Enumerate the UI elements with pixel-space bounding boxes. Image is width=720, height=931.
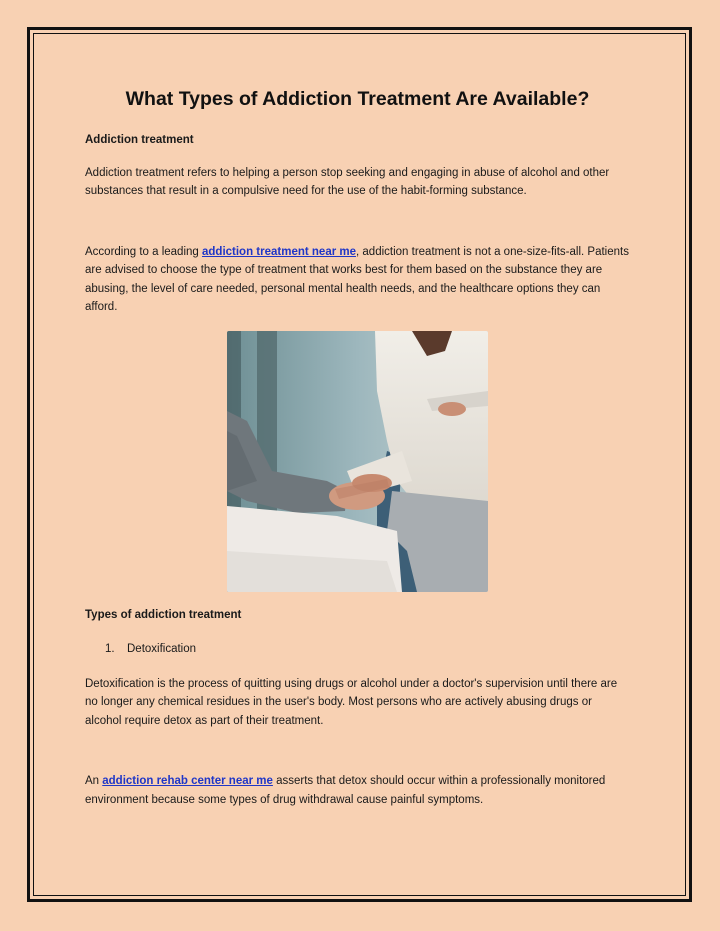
paragraph-definition: Addiction treatment refers to helping a person stop seeking and engaging in abuse of alcohol and other substances that result in a compulsive need for the use of the habit-forming substance. [85, 166, 610, 197]
section-heading-types: Types of addiction treatment [85, 608, 242, 621]
paragraph-detox-definition: Detoxification is the process of quitting using drugs or alcohol under a doctor's supervision until there are no longer any chemical residues in the user's body. Most persons who are actively abusing drugs or alcohol require detox as part of their treatment. [85, 677, 618, 727]
link-addiction-rehab-center-near-me[interactable]: addiction rehab center near me [102, 775, 273, 787]
paragraph-treatment-choice [85, 243, 630, 317]
page-title: What Types of Addiction Treatment Are Available? [125, 88, 590, 110]
list-label: Detoxification [127, 643, 197, 655]
link-addiction-treatment-near-me[interactable]: addiction treatment near me [202, 245, 357, 258]
document-body [85, 85, 630, 809]
text-fragment: , addiction treatment is not a one-size-fits-all. Patients are advised to choose the type of treatment that works best for them based on the substance they are abusing, the level of care needed, personal mental health needs, and the healthcare options they can afford. [85, 245, 629, 313]
text-fragment: An [85, 775, 103, 787]
list-item [105, 640, 630, 659]
list-number: 1. [105, 643, 115, 655]
section-heading-addiction-treatment: Addiction treatment [85, 134, 194, 146]
paragraph-detox-environment [85, 772, 630, 809]
text-fragment: According to a leading [85, 245, 202, 258]
text-fragment: asserts that detox should occur within a professionally monitored environment because some types of drug withdrawal cause painful symptoms. [85, 775, 606, 806]
counseling-photo [227, 331, 488, 592]
